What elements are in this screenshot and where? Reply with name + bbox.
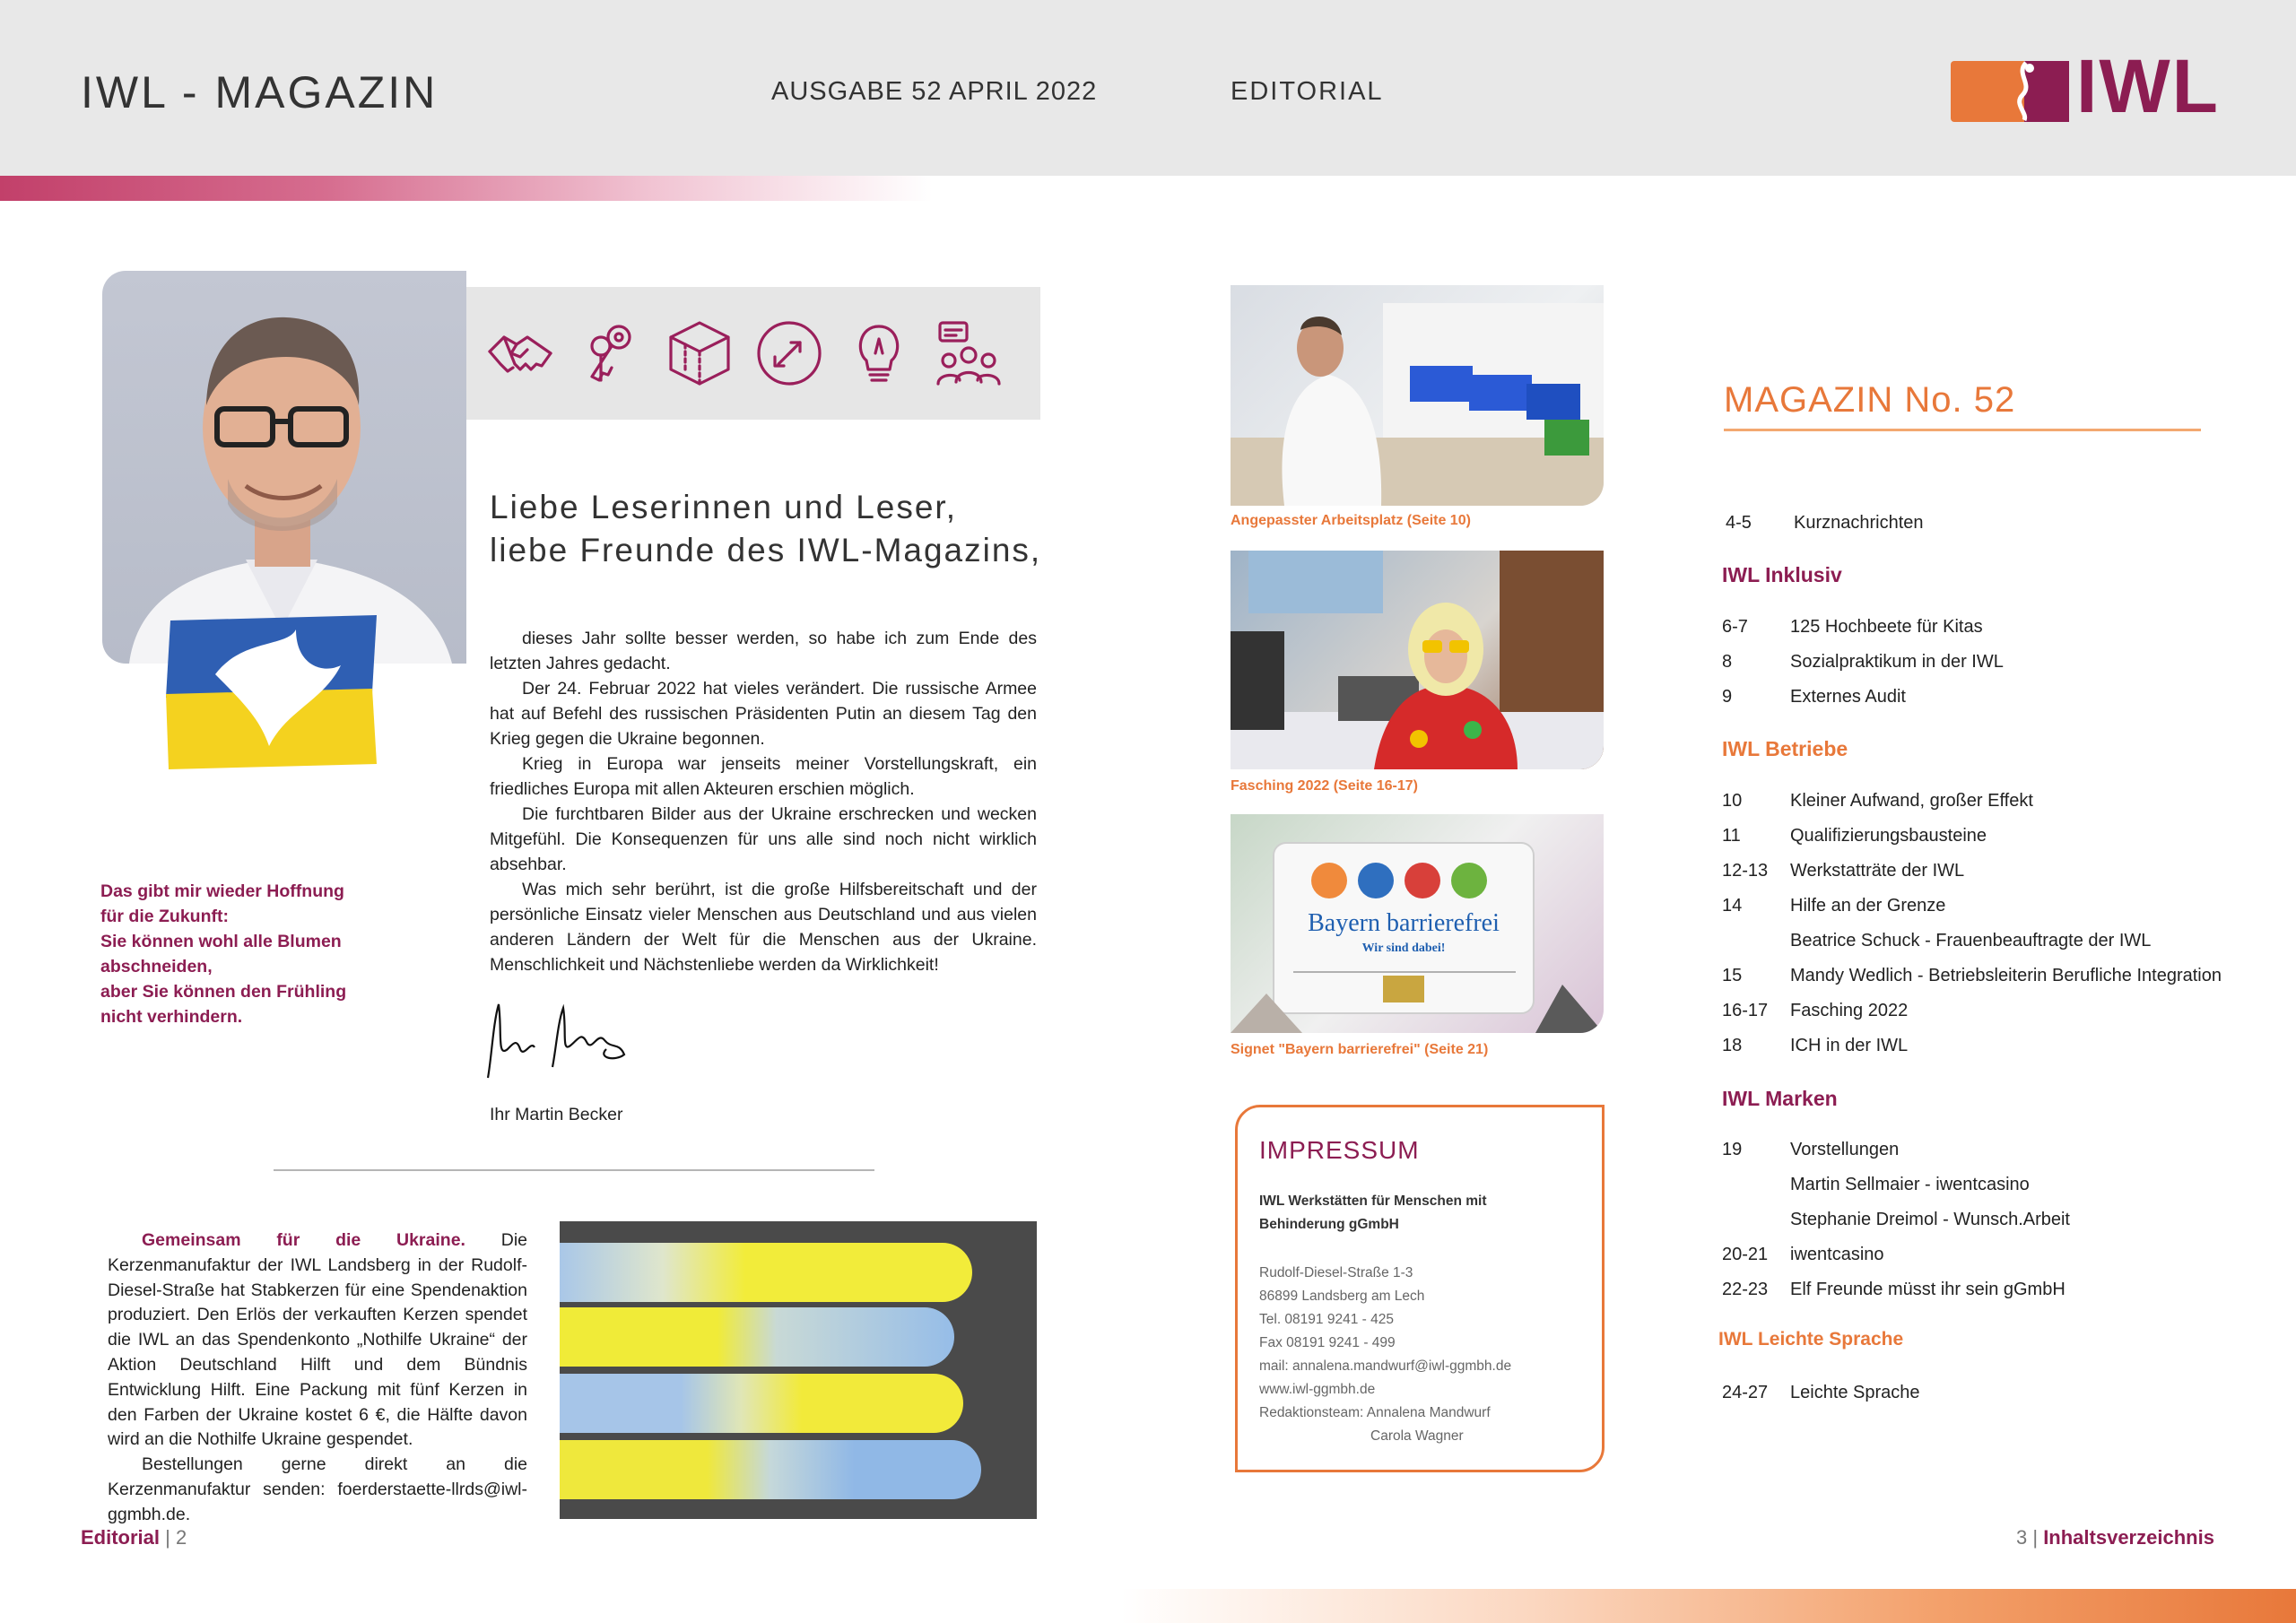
- letter-signoff: Ihr Martin Becker: [490, 1105, 623, 1124]
- toc-row[interactable]: [1726, 513, 1924, 534]
- impressum-city: 86899 Landsberg am Lech: [1259, 1289, 1425, 1304]
- letter-paragraph: dieses Jahr sollte besser werden, so habe ich zum Ende des letzten Jahres gedacht.: [490, 629, 1037, 673]
- toc-row[interactable]: [1722, 826, 1987, 846]
- donation-text: Die Kerzenmanufaktur der IWL Landsberg in der Rudolf-Diesel-Straße hat Stabkerzen für eine Spendenaktion produziert. Den Erlös der verkauften Kerzen spendet die IWL an das Spendenkonto „Nothilfe Ukraine“ der Aktion Deutschland Hilft und dem Bündnis Entwicklung Hilft. Eine Packung mit fünf Kerzen in den Farben der Ukraine kostet 6 €, die Hälfte davon wird an die Nothilfe Ukraine gespendet.: [108, 1230, 527, 1450]
- iwl-logo: [1951, 44, 2220, 128]
- quote-line: nicht verhindern.: [100, 1007, 243, 1027]
- letter-paragraph: Krieg in Europa war jenseits meiner Vorstellungskraft, ein friedliches Europa mit allen Akteuren erschien möglich.: [490, 754, 1037, 799]
- keys-icon: [574, 317, 646, 389]
- header-gradient-band: [0, 176, 933, 201]
- toc-label: Vorstellungen: [1790, 1140, 1900, 1159]
- footer-left: [81, 1526, 187, 1549]
- quote-line: für die Zukunft:: [100, 907, 229, 926]
- toc-label: Beatrice Schuck - Frauenbeauftragte der IWL: [1790, 931, 2152, 950]
- magazine-title: IWL - MAGAZIN: [81, 67, 439, 117]
- impressum-contact: [1259, 1262, 1600, 1448]
- donation-order-text: Bestellungen gerne direkt an die Kerzenmanufaktur senden: foerderstaette-llrds@iwl-ggmbh.de.: [108, 1454, 527, 1524]
- impressum-mail[interactable]: mail: annalena.mandwurf@iwl-ggmbh.de: [1259, 1358, 1512, 1374]
- letter-paragraph: Der 24. Februar 2022 hat vieles verändert. Die russische Armee hat auf Befehl des russischen Präsidenten Putin an diesem Tag den Krieg gegen die Ukraine begonnen.: [490, 679, 1037, 749]
- impressum-box: [1235, 1105, 1605, 1472]
- toc-page: 14: [1722, 896, 1743, 916]
- toc-row[interactable]: [1722, 1210, 2070, 1230]
- toc-label: Externes Audit: [1790, 687, 1906, 707]
- toc-label: Martin Sellmaier - iwentcasino: [1790, 1175, 2030, 1194]
- toc-heading-betriebe: IWL Betriebe: [1722, 737, 1848, 760]
- portrait-illustration: [102, 271, 466, 664]
- impressum-tel: Tel. 08191 9241 - 425: [1259, 1312, 1394, 1327]
- toc-heading-marken: IWL Marken: [1722, 1087, 1838, 1110]
- candle: [560, 1440, 981, 1499]
- toc-row[interactable]: [1722, 931, 2151, 951]
- logo-text: IWL: [2076, 44, 2220, 128]
- toc-page: 8: [1722, 652, 1733, 672]
- impressum-web[interactable]: www.iwl-ggmbh.de: [1259, 1382, 1376, 1397]
- candle: [560, 1243, 972, 1302]
- hope-quote: [100, 879, 370, 1029]
- toc-label: ICH in der IWL: [1790, 1036, 1909, 1055]
- footer-gradient-band: [1121, 1589, 2296, 1623]
- toc-label: Elf Freunde müsst ihr sein gGmbH: [1790, 1280, 2066, 1299]
- portrait-photo: [102, 271, 466, 664]
- letter-greeting: [490, 486, 1046, 572]
- toc-label: Sozialpraktikum in der IWL: [1790, 652, 2004, 672]
- bayern-barrierefrei-photo: [1231, 814, 1604, 1033]
- footer-section-left: Editorial: [81, 1526, 161, 1549]
- footer-right: [2016, 1526, 2214, 1549]
- toc-label: Hilfe an der Grenze: [1790, 896, 1946, 916]
- fasching-illustration: [1231, 551, 1604, 769]
- toc-row[interactable]: [1722, 1175, 2030, 1195]
- donation-paragraph: [108, 1228, 527, 1453]
- toc-label: 125 Hochbeete für Kitas: [1790, 617, 1983, 637]
- quote-line: Das gibt mir wieder Hoffnung: [100, 881, 344, 901]
- quote-line: abschneiden,: [100, 957, 213, 976]
- toc-label: Kleiner Aufwand, großer Effekt: [1790, 791, 2033, 811]
- lightbulb-icon: [843, 317, 915, 389]
- issue-label: AUSGABE 52 APRIL 2022: [771, 77, 1098, 106]
- quote-line: aber Sie können den Frühling: [100, 982, 347, 1002]
- toc-page: 20-21: [1722, 1245, 1769, 1264]
- toc-heading-leichte-sprache: IWL Leichte Sprache: [1718, 1329, 1904, 1350]
- toc-row[interactable]: [1722, 652, 2004, 673]
- toc-row[interactable]: [1722, 861, 1964, 881]
- toc-label: Stephanie Dreimol - Wunsch.Arbeit: [1790, 1210, 2070, 1229]
- photo-caption: Signet "Bayern barrierefrei" (Seite 21): [1231, 1042, 1489, 1057]
- exchange-icon: [753, 317, 825, 389]
- footer-page-right: 3 |: [2016, 1526, 2044, 1549]
- workplace-illustration: [1231, 285, 1604, 506]
- handshake-icon: [484, 317, 556, 389]
- toc-page: 24-27: [1722, 1383, 1769, 1402]
- photo-caption: Angepasster Arbeitsplatz (Seite 10): [1231, 513, 1471, 528]
- photo-caption: Fasching 2022 (Seite 16-17): [1231, 778, 1418, 794]
- toc-label: Werkstatträte der IWL: [1790, 861, 1965, 881]
- team-icon: [933, 317, 1004, 389]
- toc-page: 16-17: [1722, 1001, 1769, 1020]
- cube-icon: [664, 317, 735, 389]
- donation-article: [108, 1228, 527, 1528]
- impressum-editorial: Redaktionsteam: Annalena Mandwurf: [1259, 1405, 1491, 1420]
- section-label: EDITORIAL: [1231, 77, 1384, 106]
- toc-heading-inklusiv: IWL Inklusiv: [1722, 563, 1842, 586]
- toc-row[interactable]: [1722, 687, 1906, 707]
- toc-page: 22-23: [1722, 1280, 1769, 1299]
- footer-section-right: Inhaltsverzeichnis: [2043, 1526, 2214, 1549]
- toc-page: 4-5: [1726, 513, 1752, 533]
- toc-page: 9: [1722, 687, 1733, 707]
- candle: [560, 1307, 954, 1367]
- toc-row[interactable]: [1722, 791, 2033, 812]
- impressum-title: IMPRESSUM: [1259, 1136, 1420, 1164]
- greeting-line-2: liebe Freunde des IWL-Magazins,: [490, 532, 1042, 568]
- footer-page-left: | 2: [160, 1526, 187, 1549]
- toc-label: Qualifizierungsbausteine: [1790, 826, 1987, 846]
- toc-row[interactable]: [1722, 1280, 2066, 1300]
- toc-page: 18: [1722, 1036, 1743, 1055]
- greeting-line-1: Liebe Leserinnen und Leser,: [490, 489, 957, 525]
- sign-subtitle: Wir sind dabei!: [1361, 942, 1446, 955]
- toc-page: 12-13: [1722, 861, 1769, 881]
- impressum-editorial-2: Carola Wagner: [1370, 1428, 1464, 1444]
- page-header: [0, 0, 2296, 176]
- toc-label: Fasching 2022: [1790, 1001, 1909, 1020]
- icon-strip: [466, 287, 1040, 420]
- workplace-photo: [1231, 285, 1604, 506]
- quote-line: Sie können wohl alle Blumen: [100, 932, 342, 951]
- toc-row[interactable]: [1722, 1383, 1920, 1403]
- candle: [560, 1374, 963, 1433]
- toc-row[interactable]: [1722, 1245, 1884, 1265]
- toc-label: iwentcasino: [1790, 1245, 1884, 1264]
- impressum-organisation: [1259, 1190, 1591, 1237]
- logo-figures-icon: [2006, 61, 2042, 122]
- impressum-org-line: IWL Werkstätten für Menschen mit: [1259, 1193, 1487, 1209]
- impressum-street: Rudolf-Diesel-Straße 1-3: [1259, 1265, 1413, 1280]
- toc-row[interactable]: [1722, 617, 1983, 638]
- candles-photo: [560, 1221, 1037, 1519]
- toc-page: 15: [1722, 966, 1743, 985]
- section-divider: [274, 1169, 874, 1171]
- fasching-photo: [1231, 551, 1604, 769]
- toc-label: Leichte Sprache: [1790, 1383, 1920, 1402]
- toc-row[interactable]: [1722, 1140, 1899, 1160]
- toc-page: 11: [1722, 826, 1741, 846]
- toc-label: Kurznachrichten: [1794, 513, 1924, 533]
- toc-row[interactable]: [1722, 1036, 1908, 1056]
- toc-title-rule: [1724, 429, 2201, 431]
- sign-title: Bayern barrierefrei: [1308, 909, 1500, 937]
- toc-page: 19: [1722, 1140, 1743, 1159]
- letter-paragraph: Die furchtbaren Bilder aus der Ukraine erschrecken und wecken Mitgefühl. Die Konsequenzen für uns alle sind noch nicht wirklich absehbar.: [490, 804, 1037, 874]
- toc-row[interactable]: [1722, 966, 2222, 986]
- toc-label: Mandy Wedlich - Betriebsleiterin Berufliche Integration: [1790, 966, 2222, 985]
- impressum-org-line: Behinderung gGmbH: [1259, 1217, 1399, 1232]
- toc-title: MAGAZIN No. 52: [1724, 380, 2016, 420]
- toc-page: 6-7: [1722, 617, 1748, 637]
- letter-paragraph: Was mich sehr berührt, ist die große Hilfsbereitschaft und der persönliche Einsatz vieler Menschen aus Deutschland und aus vielen anderen Ländern der Welt für die Menschen aus der Ukraine. Menschlichkeit und Nächstenliebe werden da Wirklichkeit!: [490, 880, 1037, 975]
- letter-body: [490, 626, 1037, 977]
- impressum-fax: Fax 08191 9241 - 499: [1259, 1335, 1396, 1350]
- handwritten-signature: [481, 995, 633, 1085]
- donation-highlight: Gemeinsam für die Ukraine.: [142, 1230, 465, 1250]
- ukraine-flag-dove-image: [161, 612, 381, 771]
- toc-page: 10: [1722, 791, 1743, 811]
- toc-row[interactable]: [1722, 1001, 1908, 1021]
- toc-row[interactable]: [1722, 896, 1945, 916]
